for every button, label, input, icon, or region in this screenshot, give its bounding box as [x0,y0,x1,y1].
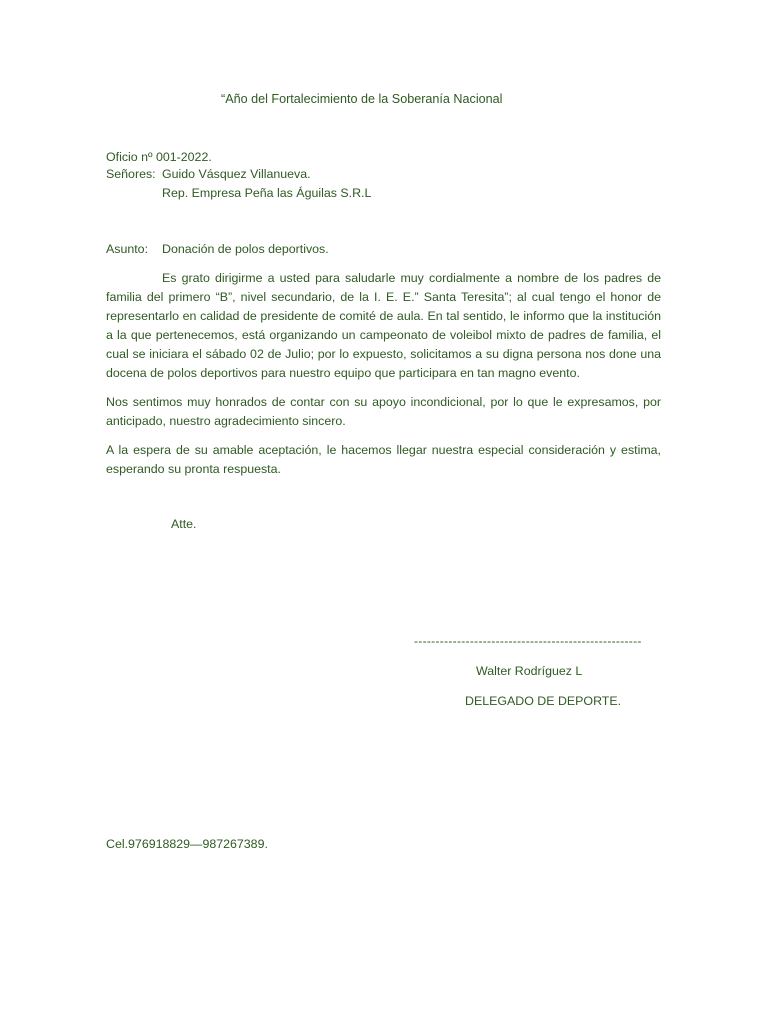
letter-body [106,269,661,489]
recipient-label: Señores: [106,167,156,181]
reference-number: Oficio nº 001-2022. [106,150,212,164]
closing-text: Atte. [171,517,197,531]
subject-row [106,242,329,256]
subject-label: Asunto: [106,242,149,256]
signer-title: DELEGADO DE DEPORTE. [465,694,622,708]
body-paragraph-2: Nos sentimos muy honrados de contar con su apoyo incondicional, por lo que le expresamos, por anticipado, nuestro agradecimiento sincero. [106,395,661,428]
recipient-name: Guido Vásquez Villanueva. [162,167,311,181]
recipient-company: Rep. Empresa Peña las Águilas S.R.L [162,186,372,200]
recipient-row [106,167,311,181]
phone-numbers: Cel.976918829—987267389. [106,837,268,851]
signer-name: Walter Rodríguez L [476,664,583,678]
body-paragraph-1: Es grato dirigirme a usted para saludarle muy cordialmente a nombre de los padres de familia del primero “B”, nivel secundario, de la I. E. E.” Santa Teresita”; al cual tengo el honor de representarlo en calidad de presidente de comité de aula. En tal sentido, le informo que la institución a la que pertenecemos, está organizando un campeonato de voleibol mixto de padres de familia, el cual se iniciara el sábado 02 de Julio; por lo expuesto, solicitamos a su digna persona nos done una docena de polos deportivos para nuestro equipo que participara en tan magno evento. [106,271,661,380]
motto-heading: “Año del Fortalecimiento de la Soberanía Nacional [221,92,503,106]
subject-text: Donación de polos deportivos. [162,242,329,256]
signature-line: ----------------------------------------------------- [414,634,642,648]
body-paragraph-3: A la espera de su amable aceptación, le hacemos llegar nuestra especial consideración y estima, esperando su pronta respuesta. [106,443,661,476]
